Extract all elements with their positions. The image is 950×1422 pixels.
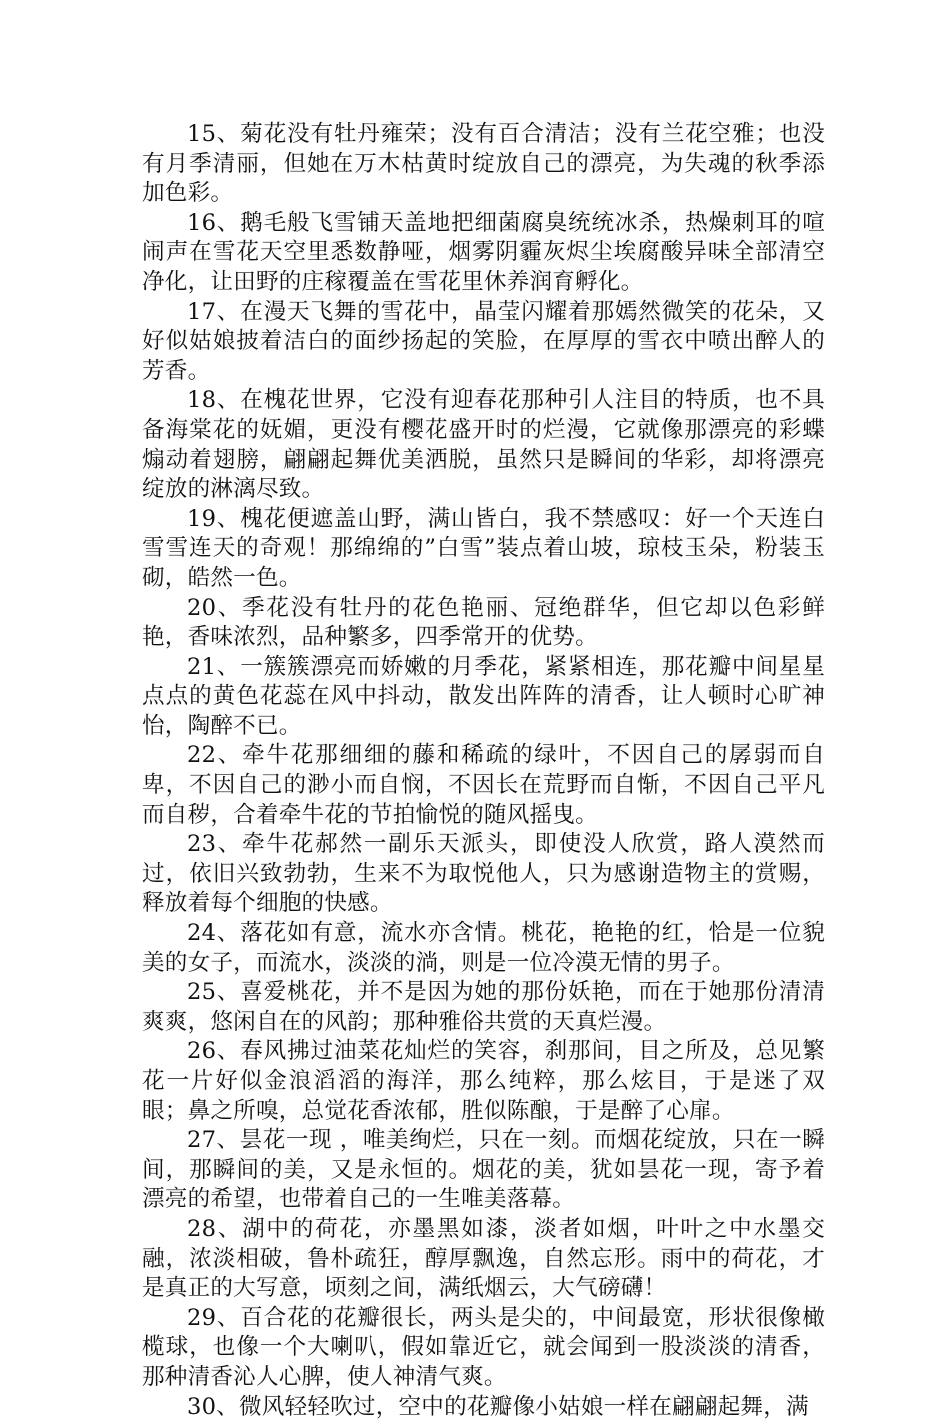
paragraph-21: 21、一簇簇漂亮而娇嫩的月季花，紧紧相连，那花瓣中间星星点点的黄色花蕊在风中抖动，散发出阵阵的清香，让人顿时心旷神怡，陶醉不已。	[142, 653, 825, 739]
paragraph-29: 29、百合花的花瓣很长，两头是尖的，中间最宽，形状很像橄榄球，也像一个大喇叭，假如靠近它，就会闻到一股淡淡的清香，那种清香沁人心脾，使人神清气爽。	[142, 1304, 825, 1390]
paragraph-18: 18、在槐花世界，它没有迎春花那种引人注目的特质，也不具备海棠花的妩媚，更没有樱花盛开时的烂漫，它就像那漂亮的彩蝶煽动着翅膀，翩翩起舞优美洒脱，虽然只是瞬间的华彩，却将漂亮绽放的淋漓尽致。	[142, 387, 825, 503]
paragraph-26: 26、春风拂过油菜花灿烂的笑容，刹那间，目之所及，总见繁花一片好似金浪滔滔的海洋，那么纯粹，那么炫目，于是迷了双眼；鼻之所嗅，总觉花香浓郁，胜似陈酿，于是醉了心扉。	[142, 1038, 825, 1124]
paragraph-16: 16、鹅毛般飞雪铺天盖地把细菌腐臭统统冰杀，热燥刺耳的喧闹声在雪花天空里悉数静哑，烟雾阴霾灰烬尘埃腐酸异味全部清空净化，让田野的庄稼覆盖在雪花里休养润育孵化。	[142, 209, 825, 295]
paragraph-19: 19、槐花便遮盖山野，满山皆白，我不禁感叹：好一个天连白雪雪连天的奇观！那绵绵的”白雪”装点着山坡，琼枝玉朵，粉装玉砌，皓然一色。	[142, 505, 825, 591]
paragraph-22: 22、牵牛花那细细的藤和稀疏的绿叶，不因自己的孱弱而自卑，不因自己的渺小而自悯，不因长在荒野而自惭，不因自己平凡而自秽，合着牵牛花的节拍愉悦的随风摇曳。	[142, 742, 825, 828]
paragraph-20: 20、季花没有牡丹的花色艳丽、冠绝群华，但它却以色彩鲜艳，香味浓烈，品种繁多，四季常开的优势。	[142, 594, 825, 651]
paragraph-28: 28、湖中的荷花，亦墨黑如漆，淡者如烟，叶叶之中水墨交融，浓淡相破，鲁朴疏狂，醇厚飘逸，自然忘形。雨中的荷花，才是真正的大写意，顷刻之间，满纸烟云，大气磅礴！	[142, 1215, 825, 1302]
paragraph-17: 17、在漫天飞舞的雪花中，晶莹闪耀着那嫣然微笑的花朵，又好似姑娘披着洁白的面纱扬起的笑脸，在厚厚的雪衣中喷出醉人的芳香。	[142, 298, 825, 384]
paragraph-23: 23、牵牛花郝然一副乐天派头，即使没人欣赏，路人漠然而过，依旧兴致勃勃，生来不为取悦他人，只为感谢造物主的赏赐，释放着每个细胞的快感。	[142, 831, 825, 917]
document-body	[142, 120, 825, 1422]
paragraph-15: 15、菊花没有牡丹雍荣；没有百合清洁；没有兰花空雅；也没有月季清丽，但她在万木枯黄时绽放自己的漂亮，为失魂的秋季添加色彩。	[142, 121, 825, 207]
paragraph-27: 27、昙花一现 ，唯美绚烂，只在一刻。而烟花绽放，只在一瞬间，那瞬间的美，又是永恒的。烟花的美，犹如昙花一现，寄予着漂亮的希望，也带着自己的一生唯美落幕。	[142, 1127, 825, 1213]
paragraph-25: 25、喜爱桃花，并不是因为她的那份妖艳，而在于她那份清清爽爽，悠闲自在的风韵；那种雅俗共赏的天真烂漫。	[142, 979, 825, 1035]
paragraph-30: 30、微风轻轻吹过，空中的花瓣像小姑娘一样在翩翩起舞，满	[187, 1393, 809, 1420]
paragraph-24: 24、落花如有意，流水亦含情。桃花，艳艳的红，恰是一位貌美的女子，而流水，淡淡的淌，则是一位冷漠无情的男子。	[142, 920, 825, 976]
